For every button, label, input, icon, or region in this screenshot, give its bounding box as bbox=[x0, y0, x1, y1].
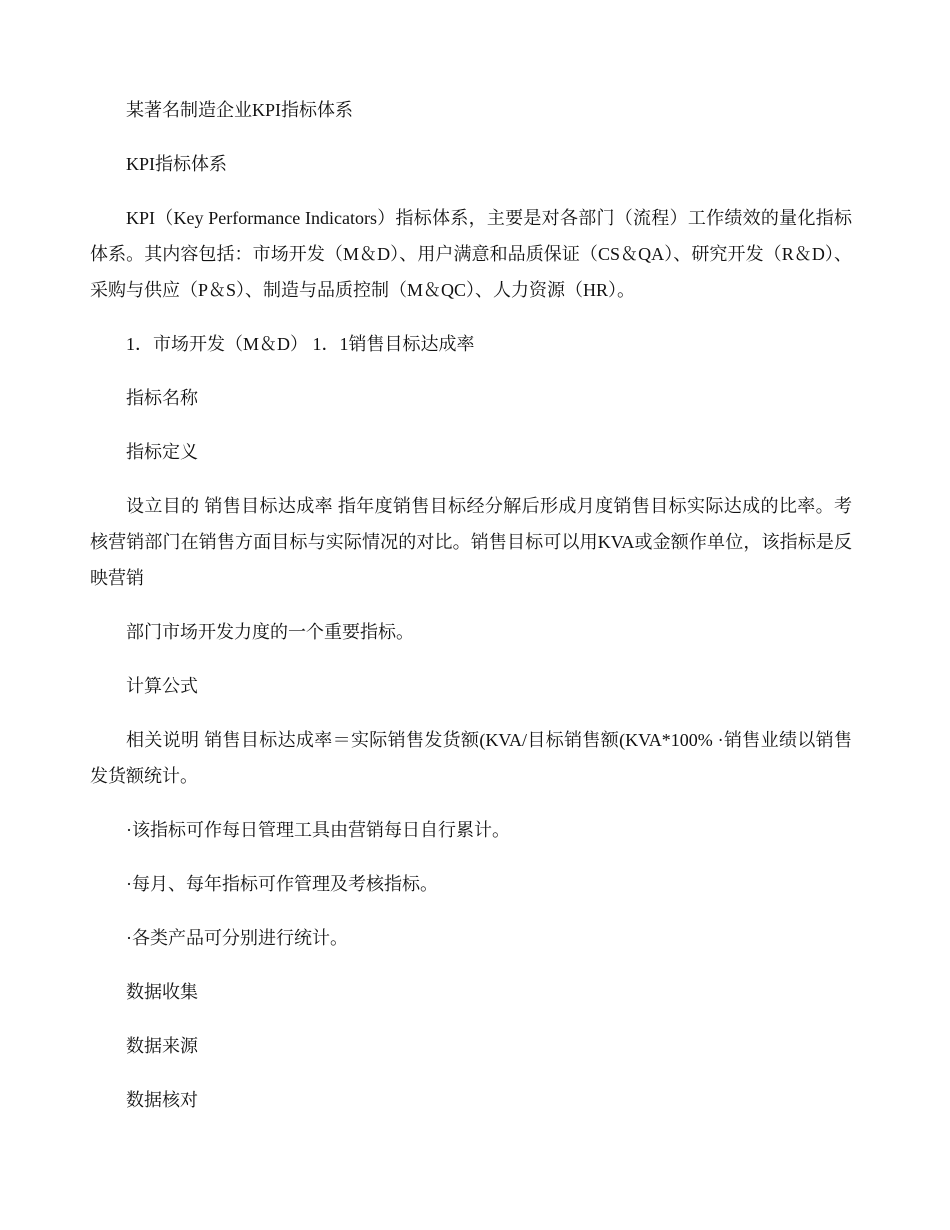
purpose-paragraph: 设立目的 销售目标达成率 指年度销售目标经分解后形成月度销售目标实际达成的比率。考核营销部门在销售方面目标与实际情况的对比。销售目标可以用KVA或金额作单位，该指标是反映营销 bbox=[90, 496, 852, 588]
bullet-item: ·各类产品可分别进行统计。 bbox=[126, 928, 348, 948]
notes-paragraph: 相关说明 销售目标达成率＝实际销售发货额(KVA/目标销售额(KVA*100% ·销售业绩以销售发货额统计。 bbox=[90, 730, 852, 786]
bullet-item: ·每月、每年指标可作管理及考核指标。 bbox=[126, 874, 438, 894]
field-label-indicator-name: 指标名称 bbox=[126, 388, 198, 408]
section-heading: KPI指标体系 bbox=[126, 154, 228, 174]
bullet-item: ·该指标可作每日管理工具由营销每日自行累计。 bbox=[126, 820, 510, 840]
purpose-continuation: 部门市场开发力度的一个重要指标。 bbox=[126, 622, 414, 642]
document-page bbox=[90, 92, 852, 1136]
document-title: 某著名制造企业KPI指标体系 bbox=[126, 100, 354, 120]
field-label-data-verification: 数据核对 bbox=[126, 1090, 198, 1110]
subsection-heading: 1．市场开发（M＆D） 1．1销售目标达成率 bbox=[126, 334, 475, 354]
field-label-data-source: 数据来源 bbox=[126, 1036, 198, 1056]
field-label-indicator-definition: 指标定义 bbox=[126, 442, 198, 462]
field-label-formula: 计算公式 bbox=[126, 676, 198, 696]
intro-paragraph: KPI（Key Performance Indicators）指标体系，主要是对各部门（流程）工作绩效的量化指标体系。其内容包括：市场开发（M＆D）、用户满意和品质保证（CS＆QA）、研究开发（R＆D）、采购与供应（P＆S）、制造与品质控制（M＆QC）、人力资源（HR）。 bbox=[90, 208, 852, 300]
field-label-data-collection: 数据收集 bbox=[126, 982, 198, 1002]
